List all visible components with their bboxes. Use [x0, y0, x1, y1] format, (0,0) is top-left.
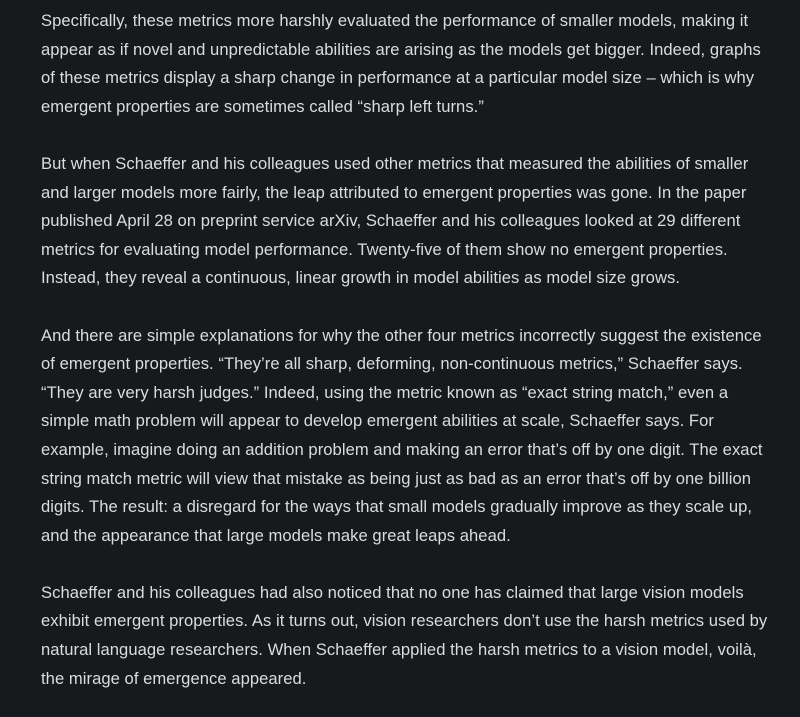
article-paragraph-2: But when Schaeffer and his colleagues used other metrics that measured the abilities of smaller and larger models more fairly, the leap attributed to emergent properties was gone. In the paper published April 28 on preprint service arXiv, Schaeffer and his colleagues looked at 29 different metrics for evaluating model performance. Twenty-five of them show no emergent properties. Instead, they reveal a continuous, linear growth in model abilities as model size grows.	[41, 153, 749, 288]
article-paragraph-4: Schaeffer and his colleagues had also noticed that no one has claimed that large vision models exhibit emergent properties. As it turns out, vision researchers don’t use the harsh metrics used by natural language researchers. When Schaeffer applied the harsh metrics to a vision model, voilà, the mirage of emergence appeared.	[41, 582, 768, 688]
article-paragraph-1: Specifically, these metrics more harshly evaluated the performance of smaller models, making it appear as if novel and unpredictable abilities are arising as the models get bigger. Indeed, graphs of these metrics display a sharp change in performance at a particular model size – which is why emergent properties are sometimes called “sharp left turns.”	[41, 11, 761, 116]
article-paragraph-3: And there are simple explanations for why the other four metrics incorrectly suggest the existence of emergent properties. “They’re all sharp, deforming, non-continuous metrics,” Schaeffer says. “They are very harsh judges.” Indeed, using the metric known as “exact string match,” even a simple math problem will appear to develop emergent abilities at scale, Schaeffer says. For example, imagine doing an addition problem and making an error that’s off by one digit. The exact string match metric will view that mistake as being just as bad as an error that’s off by one billion digits. The result: a disregard for the ways that small models gradually improve as they scale up, and the appearance that large models make great leaps ahead.	[41, 325, 763, 545]
